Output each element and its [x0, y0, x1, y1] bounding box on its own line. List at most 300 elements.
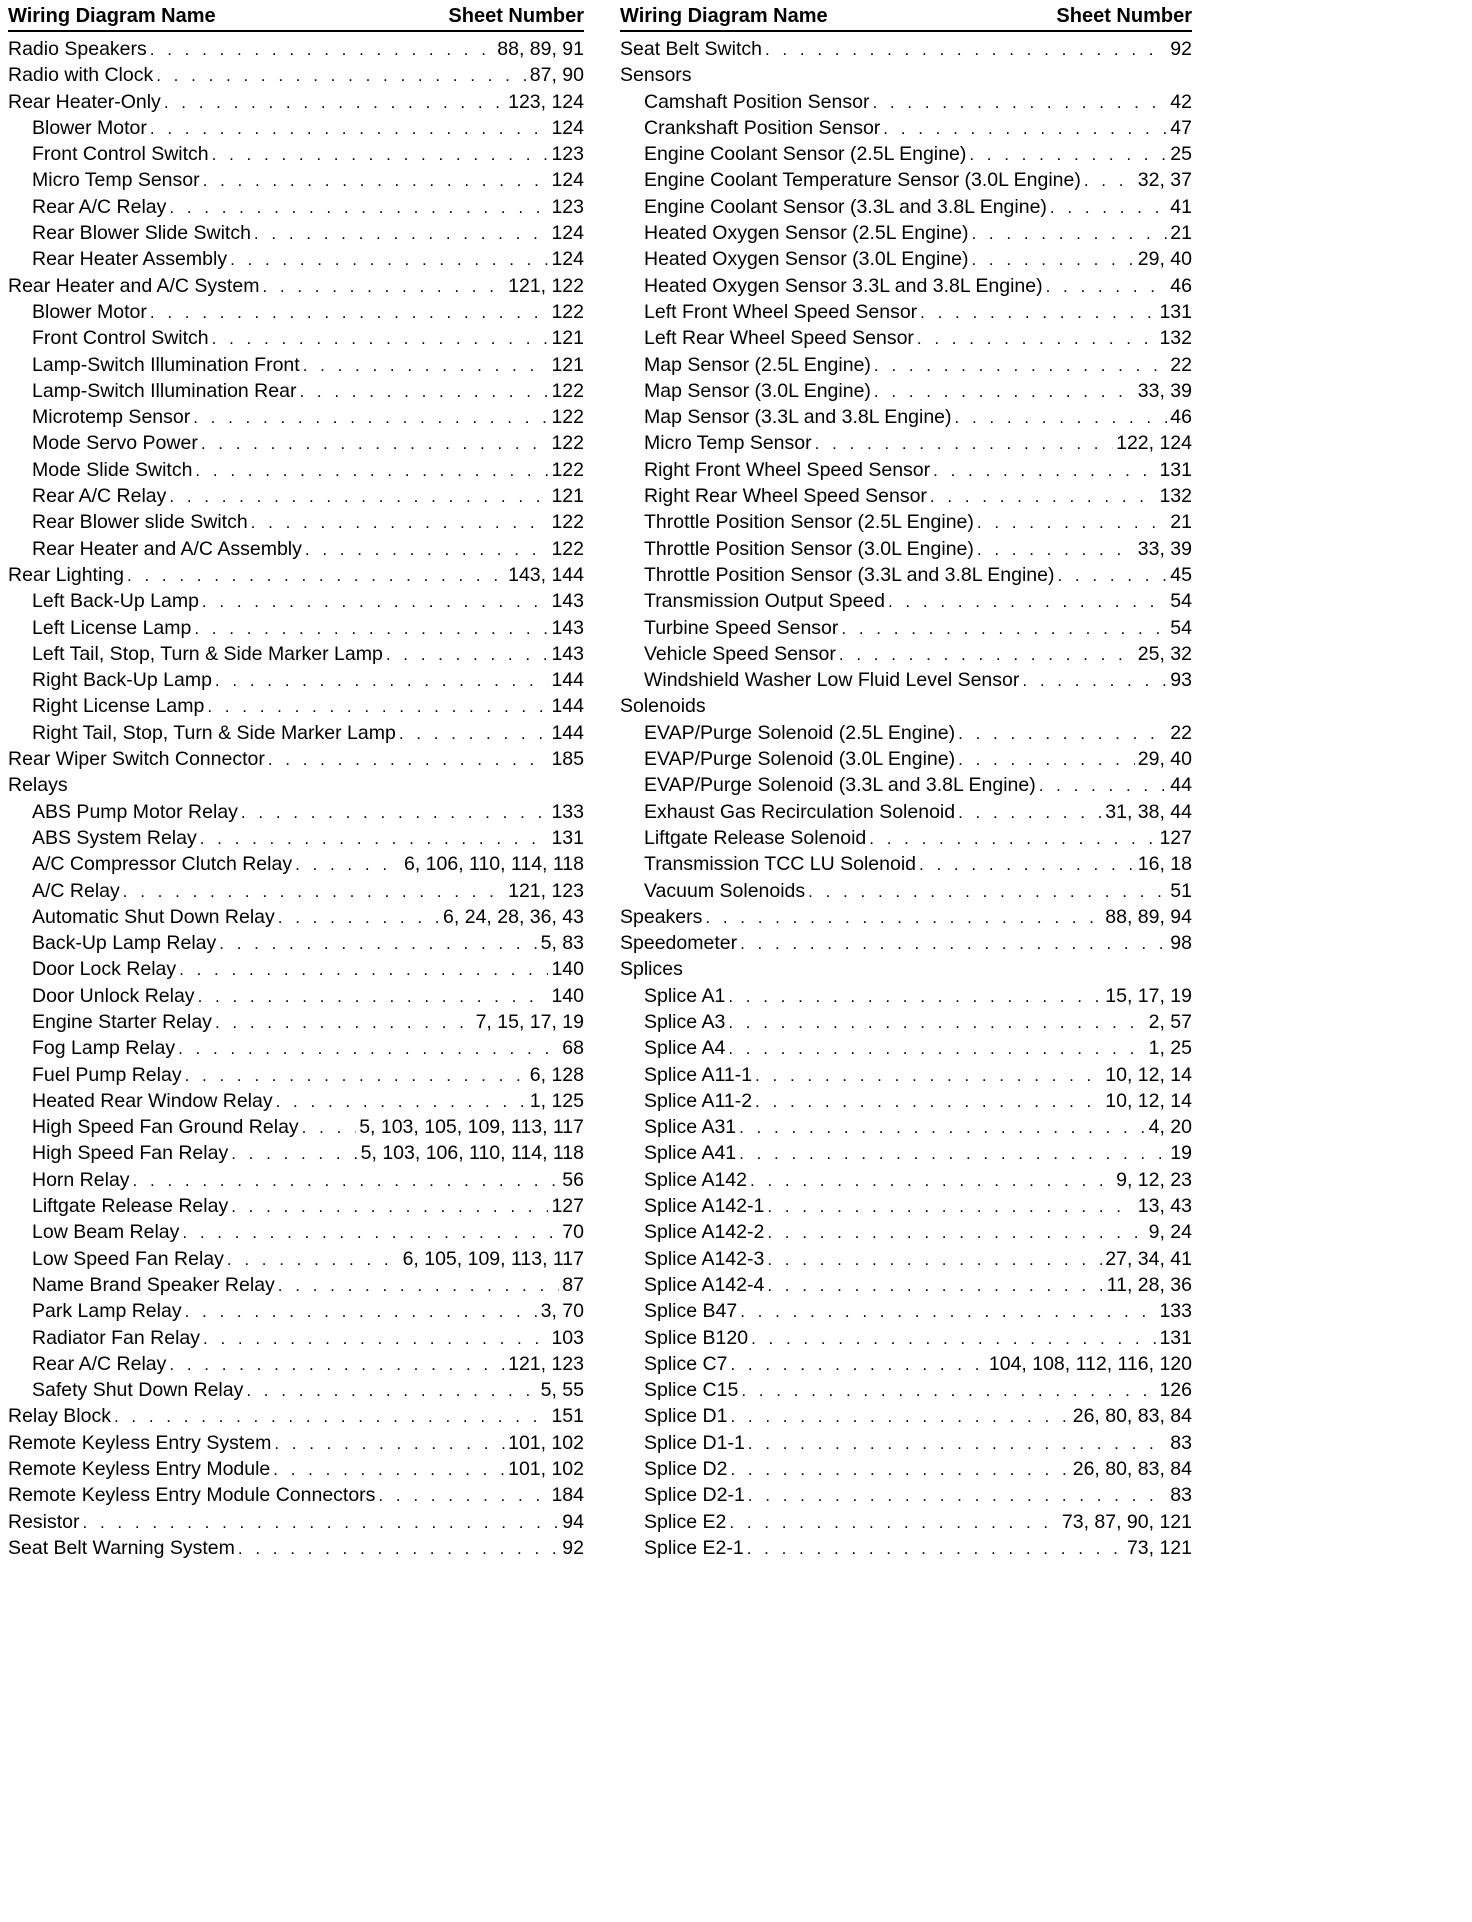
entry-name: Splice E2-1 — [644, 1536, 744, 1559]
dot-leader — [227, 1247, 400, 1273]
index-entry — [8, 562, 584, 588]
dot-leader — [278, 1273, 560, 1299]
dot-leader — [1022, 668, 1167, 694]
entry-name: Splice A142 — [644, 1168, 747, 1191]
entry-sheet-numbers: 126 — [1159, 1379, 1192, 1402]
entry-name: Remote Keyless Entry System — [8, 1431, 272, 1454]
index-entry — [620, 1088, 1192, 1114]
entry-name: Splice A3 — [644, 1010, 726, 1033]
entry-sheet-numbers: 42 — [1170, 90, 1192, 113]
entry-name: Right License Lamp — [32, 695, 205, 718]
entry-name: Vacuum Solenoids — [644, 879, 806, 902]
entry-name: Relay Block — [8, 1405, 111, 1428]
entry-name: Radio with Clock — [8, 64, 154, 87]
entry-name: Splice A142-4 — [644, 1273, 765, 1296]
entry-sheet-numbers: 124 — [551, 248, 584, 271]
index-entry — [620, 273, 1192, 299]
entry-sheet-numbers: 3, 70 — [540, 1300, 584, 1323]
entry-name: Splice A1 — [644, 984, 726, 1007]
entry-name: ABS System Relay — [32, 826, 197, 849]
dot-leader — [1039, 773, 1168, 799]
index-entry — [620, 799, 1192, 825]
entry-name: Seat Belt Warning System — [8, 1536, 235, 1559]
entry-name: Heated Rear Window Relay — [32, 1089, 273, 1112]
entry-sheet-numbers: 32, 37 — [1137, 169, 1192, 192]
entry-sheet-numbers: 131 — [551, 826, 584, 849]
index-entry — [620, 1482, 1192, 1508]
index-entry — [8, 930, 584, 956]
entry-name: EVAP/Purge Solenoid (3.0L Engine) — [644, 748, 956, 771]
entry-sheet-numbers: 46 — [1170, 406, 1192, 429]
dot-leader — [919, 852, 1135, 878]
entry-sheet-numbers: 127 — [551, 1195, 584, 1218]
index-entry — [8, 851, 584, 877]
index-entry — [620, 430, 1192, 456]
entry-name: Low Speed Fan Relay — [32, 1247, 224, 1270]
column-header — [620, 0, 1192, 32]
dot-leader — [808, 879, 1167, 905]
entry-name: Map Sensor (3.0L Engine) — [644, 379, 871, 402]
entry-sheet-numbers: 5, 55 — [540, 1379, 584, 1402]
index-entry — [8, 1009, 584, 1035]
entry-sheet-numbers: 5, 103, 105, 109, 113, 117 — [359, 1116, 584, 1139]
index-entry — [620, 1377, 1192, 1403]
index-entry — [620, 1062, 1192, 1088]
entry-name: Heated Oxygen Sensor 3.3L and 3.8L Engine) — [644, 274, 1043, 297]
index-entry — [8, 983, 584, 1009]
entry-sheet-numbers: 121, 122 — [508, 274, 584, 297]
entry-name: Left Front Wheel Speed Sensor — [644, 300, 918, 323]
dot-leader — [969, 142, 1167, 168]
entry-name: Splice D2-1 — [644, 1484, 745, 1507]
entry-name: Map Sensor (2.5L Engine) — [644, 353, 871, 376]
index-entry — [620, 1140, 1192, 1166]
entry-name: Liftgate Release Relay — [32, 1195, 229, 1218]
dot-leader — [930, 484, 1157, 510]
dot-leader — [178, 1036, 559, 1062]
entry-name: Crankshaft Position Sensor — [644, 116, 881, 139]
entry-sheet-numbers: 10, 12, 14 — [1105, 1089, 1192, 1112]
entry-name: Mode Servo Power — [32, 432, 198, 455]
entry-name: Splice B120 — [644, 1326, 749, 1349]
index-entry — [8, 1430, 584, 1456]
entry-name: Heated Oxygen Sensor (3.0L Engine) — [644, 248, 969, 271]
index-entry — [620, 615, 1192, 641]
entry-sheet-numbers: 143 — [551, 616, 584, 639]
entry-name: Lamp-Switch Illumination Front — [32, 353, 300, 376]
index-entry — [620, 457, 1192, 483]
dot-leader — [278, 905, 440, 931]
entry-sheet-numbers: 73, 87, 90, 121 — [1061, 1510, 1192, 1533]
dot-leader — [767, 1247, 1102, 1273]
index-entry — [620, 1193, 1192, 1219]
entry-name: Left Back-Up Lamp — [32, 590, 199, 613]
index-entry — [620, 746, 1192, 772]
dot-leader — [251, 510, 549, 536]
dot-leader — [747, 1536, 1124, 1562]
entry-sheet-numbers: 122 — [551, 379, 584, 402]
entry-name: Rear Heater-Only — [8, 90, 161, 113]
index-entry — [8, 1140, 584, 1166]
dot-leader — [767, 1273, 1103, 1299]
index-entry — [620, 220, 1192, 246]
dot-leader — [185, 1063, 527, 1089]
entry-name: Transmission Output Speed — [644, 590, 885, 613]
entry-sheet-numbers: 83 — [1170, 1484, 1192, 1507]
index-entry — [620, 720, 1192, 746]
index-entry — [620, 1298, 1192, 1324]
entry-name: Left License Lamp — [32, 616, 192, 639]
entry-name: EVAP/Purge Solenoid (3.3L and 3.8L Engine) — [644, 774, 1036, 797]
index-list — [8, 36, 584, 1561]
column-header — [8, 0, 584, 32]
entry-name: Automatic Shut Down Relay — [32, 905, 275, 928]
dot-leader — [740, 1299, 1156, 1325]
dot-leader — [728, 984, 1102, 1010]
dot-leader — [755, 1089, 1102, 1115]
dot-leader — [254, 221, 549, 247]
index-entry — [620, 1114, 1192, 1140]
dot-leader — [273, 1457, 505, 1483]
header-sheet-number: Sheet Number — [1056, 5, 1192, 27]
dot-leader — [728, 1010, 1145, 1036]
dot-leader — [193, 405, 548, 431]
header-diagram-name: Wiring Diagram Name — [620, 5, 828, 27]
entry-sheet-numbers: 92 — [1170, 38, 1192, 60]
entry-sheet-numbers: 33, 39 — [1137, 537, 1192, 560]
entry-sheet-numbers: 92 — [562, 1536, 584, 1559]
index-entry — [8, 1114, 584, 1140]
entry-sheet-numbers: 7, 15, 17, 19 — [475, 1010, 584, 1033]
dot-leader — [1046, 274, 1168, 300]
index-entry — [8, 1272, 584, 1298]
entry-sheet-numbers: 144 — [551, 669, 584, 692]
entry-sheet-numbers: 122 — [551, 537, 584, 560]
entry-sheet-numbers: 1, 25 — [1148, 1037, 1192, 1060]
dot-leader — [977, 537, 1135, 563]
entry-sheet-numbers: 15, 17, 19 — [1105, 984, 1192, 1007]
entry-name: Front Control Switch — [32, 143, 209, 166]
index-entry — [620, 667, 1192, 693]
entry-name: Radio Speakers — [8, 38, 147, 60]
index-entry — [620, 1456, 1192, 1482]
dot-leader — [872, 90, 1167, 116]
index-entry — [8, 904, 584, 930]
dot-leader — [203, 1326, 548, 1352]
index-entry — [620, 509, 1192, 535]
entry-name: High Speed Fan Relay — [32, 1142, 229, 1165]
entry-name: Throttle Position Sensor (3.3L and 3.8L Engine) — [644, 563, 1055, 586]
entry-sheet-numbers: 26, 80, 83, 84 — [1072, 1458, 1192, 1481]
dot-leader — [933, 458, 1156, 484]
dot-leader — [198, 984, 549, 1010]
dot-leader — [740, 931, 1167, 957]
dot-leader — [920, 300, 1156, 326]
entry-sheet-numbers: 88, 89, 91 — [497, 38, 584, 60]
index-entry — [620, 536, 1192, 562]
dot-leader — [1050, 195, 1167, 221]
index-entry — [620, 1535, 1192, 1561]
dot-leader — [958, 721, 1167, 747]
entry-sheet-numbers: 133 — [551, 800, 584, 823]
dot-leader — [741, 1378, 1156, 1404]
index-entry — [8, 956, 584, 982]
index-entry — [8, 509, 584, 535]
index-entry — [620, 404, 1192, 430]
entry-name: Splice E2 — [644, 1510, 727, 1533]
index-entry — [8, 588, 584, 614]
entry-sheet-numbers: 144 — [551, 721, 584, 744]
dot-leader — [246, 1378, 537, 1404]
entry-sheet-numbers: 121 — [551, 327, 584, 350]
dot-leader — [977, 510, 1167, 536]
dot-leader — [114, 1404, 548, 1430]
dot-leader — [169, 195, 548, 221]
dot-leader — [203, 168, 549, 194]
index-entry — [8, 273, 584, 299]
index-entry — [620, 1403, 1192, 1429]
entry-sheet-numbers: 44 — [1170, 774, 1192, 797]
dot-leader — [268, 747, 549, 773]
index-entry — [620, 1035, 1192, 1061]
entry-name: Rear Heater and A/C System — [8, 274, 260, 297]
entry-name: Microtemp Sensor — [32, 406, 191, 429]
dot-leader — [201, 431, 549, 457]
entry-name: Turbine Speed Sensor — [644, 616, 839, 639]
index-entry — [620, 1009, 1192, 1035]
entry-name: Door Lock Relay — [32, 958, 177, 981]
index-entry — [620, 1430, 1192, 1456]
entry-sheet-numbers: 185 — [551, 748, 584, 771]
index-group-heading — [8, 772, 584, 798]
index-entry — [620, 483, 1192, 509]
index-entry — [620, 1509, 1192, 1535]
entry-name: Splices — [620, 958, 683, 981]
dot-leader — [150, 300, 549, 326]
entry-name: Fog Lamp Relay — [32, 1037, 176, 1060]
dot-leader — [730, 1352, 985, 1378]
index-entry — [8, 325, 584, 351]
entry-sheet-numbers: 144 — [551, 695, 584, 718]
index-entry — [620, 588, 1192, 614]
dot-leader — [133, 1168, 560, 1194]
entry-name: Seat Belt Switch — [620, 38, 762, 60]
dot-leader — [127, 563, 505, 589]
entry-name: Relays — [8, 774, 68, 797]
entry-name: Micro Temp Sensor — [644, 432, 812, 455]
dot-leader — [195, 458, 548, 484]
dot-leader — [917, 326, 1157, 352]
entry-sheet-numbers: 87 — [562, 1273, 584, 1296]
dot-leader — [739, 1115, 1145, 1141]
index-entry — [620, 1167, 1192, 1193]
dot-leader — [295, 852, 401, 878]
dot-leader — [302, 1115, 357, 1141]
entry-name: Rear Blower slide Switch — [32, 511, 248, 534]
entry-name: Splice A31 — [644, 1116, 737, 1139]
dot-leader — [748, 1431, 1168, 1457]
entry-sheet-numbers: 6, 105, 109, 113, 117 — [402, 1247, 584, 1270]
entry-sheet-numbers: 29, 40 — [1137, 248, 1192, 271]
entry-name: Right Tail, Stop, Turn & Side Marker Lamp — [32, 721, 396, 744]
entry-sheet-numbers: 133 — [1159, 1300, 1192, 1323]
entry-sheet-numbers: 6, 106, 110, 114, 118 — [404, 853, 584, 876]
entry-sheet-numbers: 41 — [1170, 195, 1192, 218]
dot-leader — [185, 1299, 538, 1325]
index-entry — [8, 378, 584, 404]
index-entry — [620, 825, 1192, 851]
dot-leader — [729, 1510, 1058, 1536]
entry-sheet-numbers: 16, 18 — [1137, 853, 1192, 876]
dot-leader — [728, 1036, 1145, 1062]
entry-name: Splice A142-1 — [644, 1195, 765, 1218]
index-entry — [620, 641, 1192, 667]
dot-leader — [883, 116, 1167, 142]
entry-sheet-numbers: 140 — [551, 984, 584, 1007]
entry-sheet-numbers: 25, 32 — [1137, 642, 1192, 665]
index-entry — [8, 1351, 584, 1377]
dot-leader — [212, 142, 549, 168]
index-entry — [620, 1219, 1192, 1245]
dot-leader — [202, 589, 549, 615]
dot-leader — [767, 1194, 1134, 1220]
dot-leader — [262, 274, 505, 300]
dot-leader — [231, 1141, 357, 1167]
entry-sheet-numbers: 68 — [562, 1037, 584, 1060]
index-entry — [8, 615, 584, 641]
entry-name: Blower Motor — [32, 300, 147, 323]
dot-leader — [399, 721, 549, 747]
dot-leader — [730, 1457, 1069, 1483]
entry-sheet-numbers: 6, 128 — [529, 1063, 584, 1086]
index-entry — [8, 1062, 584, 1088]
entry-sheet-numbers: 124 — [551, 222, 584, 245]
entry-name: Name Brand Speaker Relay — [32, 1273, 275, 1296]
entry-sheet-numbers: 21 — [1170, 222, 1192, 245]
dot-leader — [182, 1220, 559, 1246]
index-entry — [8, 89, 584, 115]
entry-name: Mode Slide Switch — [32, 458, 193, 481]
index-entry — [8, 430, 584, 456]
entry-name: Right Rear Wheel Speed Sensor — [644, 485, 927, 508]
entry-name: Rear Blower Slide Switch — [32, 222, 251, 245]
dot-leader — [958, 800, 1102, 826]
entry-name: Engine Coolant Sensor (3.3L and 3.8L Engine) — [644, 195, 1047, 218]
index-entry — [8, 1219, 584, 1245]
dot-leader — [888, 589, 1167, 615]
dot-leader — [303, 353, 549, 379]
entry-name: Blower Motor — [32, 116, 147, 139]
entry-sheet-numbers: 132 — [1159, 327, 1192, 350]
entry-sheet-numbers: 98 — [1170, 932, 1192, 955]
dot-leader — [274, 1431, 505, 1457]
entry-sheet-numbers: 123, 124 — [508, 90, 584, 113]
entry-name: Right Front Wheel Speed Sensor — [644, 458, 931, 481]
index-entry — [8, 1088, 584, 1114]
dot-leader — [169, 484, 548, 510]
dot-leader — [730, 1404, 1069, 1430]
entry-name: Radiator Fan Relay — [32, 1326, 200, 1349]
entry-sheet-numbers: 2, 57 — [1148, 1010, 1192, 1033]
entry-sheet-numbers: 93 — [1170, 669, 1192, 692]
entry-name: Splice A11-1 — [644, 1063, 753, 1086]
index-entry — [620, 1325, 1192, 1351]
entry-sheet-numbers: 131 — [1159, 458, 1192, 481]
entry-name: Low Beam Relay — [32, 1221, 180, 1244]
entry-name: Throttle Position Sensor (2.5L Engine) — [644, 511, 974, 534]
entry-name: Remote Keyless Entry Module — [8, 1458, 271, 1481]
entry-name: Sensors — [620, 64, 692, 87]
entry-name: Rear Lighting — [8, 563, 124, 586]
entry-name: Engine Coolant Temperature Sensor (3.0L Engine) — [644, 169, 1081, 192]
index-entry — [8, 246, 584, 272]
header-diagram-name: Wiring Diagram Name — [8, 5, 216, 27]
entry-name: Splice A142-3 — [644, 1247, 765, 1270]
index-entry — [8, 878, 584, 904]
entry-name: Rear A/C Relay — [32, 485, 167, 508]
entry-sheet-numbers: 51 — [1170, 879, 1192, 902]
dot-leader — [207, 694, 548, 720]
entry-sheet-numbers: 124 — [551, 116, 584, 139]
entry-sheet-numbers: 151 — [551, 1405, 584, 1428]
index-entry — [8, 1035, 584, 1061]
entry-name: High Speed Fan Ground Relay — [32, 1116, 299, 1139]
entry-name: Throttle Position Sensor (3.0L Engine) — [644, 537, 974, 560]
dot-leader — [750, 1168, 1113, 1194]
entry-name: Splice A41 — [644, 1142, 737, 1165]
entry-sheet-numbers: 19 — [1170, 1142, 1192, 1165]
index-entry — [8, 746, 584, 772]
index-entry — [620, 36, 1192, 62]
index-entry — [8, 483, 584, 509]
dot-leader — [215, 1010, 473, 1036]
entry-sheet-numbers: 54 — [1170, 616, 1192, 639]
entry-sheet-numbers: 122 — [551, 406, 584, 429]
index-entry — [620, 904, 1192, 930]
entry-name: Speakers — [620, 905, 703, 928]
index-entry — [620, 141, 1192, 167]
dot-leader — [1084, 168, 1135, 194]
dot-leader — [841, 616, 1167, 642]
index-entry — [8, 641, 584, 667]
entry-sheet-numbers: 131 — [1159, 300, 1192, 323]
entry-sheet-numbers: 45 — [1170, 563, 1192, 586]
index-entry — [620, 930, 1192, 956]
dot-leader — [200, 826, 549, 852]
entry-name: Left Tail, Stop, Turn & Side Marker Lamp — [32, 642, 383, 665]
entry-sheet-numbers: 83 — [1170, 1431, 1192, 1454]
index-entry — [8, 1325, 584, 1351]
entry-sheet-numbers: 22 — [1170, 721, 1192, 744]
index-entry — [8, 1167, 584, 1193]
dot-leader — [169, 1352, 505, 1378]
index-entry — [8, 1193, 584, 1219]
entry-name: EVAP/Purge Solenoid (2.5L Engine) — [644, 721, 956, 744]
index-entry — [620, 378, 1192, 404]
entry-sheet-numbers: 104, 108, 112, 116, 120 — [988, 1352, 1192, 1375]
dot-leader — [230, 247, 548, 273]
entry-sheet-numbers: 132 — [1159, 485, 1192, 508]
entry-name: Liftgate Release Solenoid — [644, 826, 867, 849]
entry-name: Door Unlock Relay — [32, 984, 195, 1007]
entry-sheet-numbers: 5, 83 — [540, 932, 584, 955]
dot-leader — [874, 353, 1167, 379]
index-group-heading — [620, 62, 1192, 88]
entry-sheet-numbers: 122 — [551, 458, 584, 481]
dot-leader — [83, 1510, 560, 1536]
entry-name: Resistor — [8, 1510, 80, 1533]
entry-name: Solenoids — [620, 695, 706, 718]
